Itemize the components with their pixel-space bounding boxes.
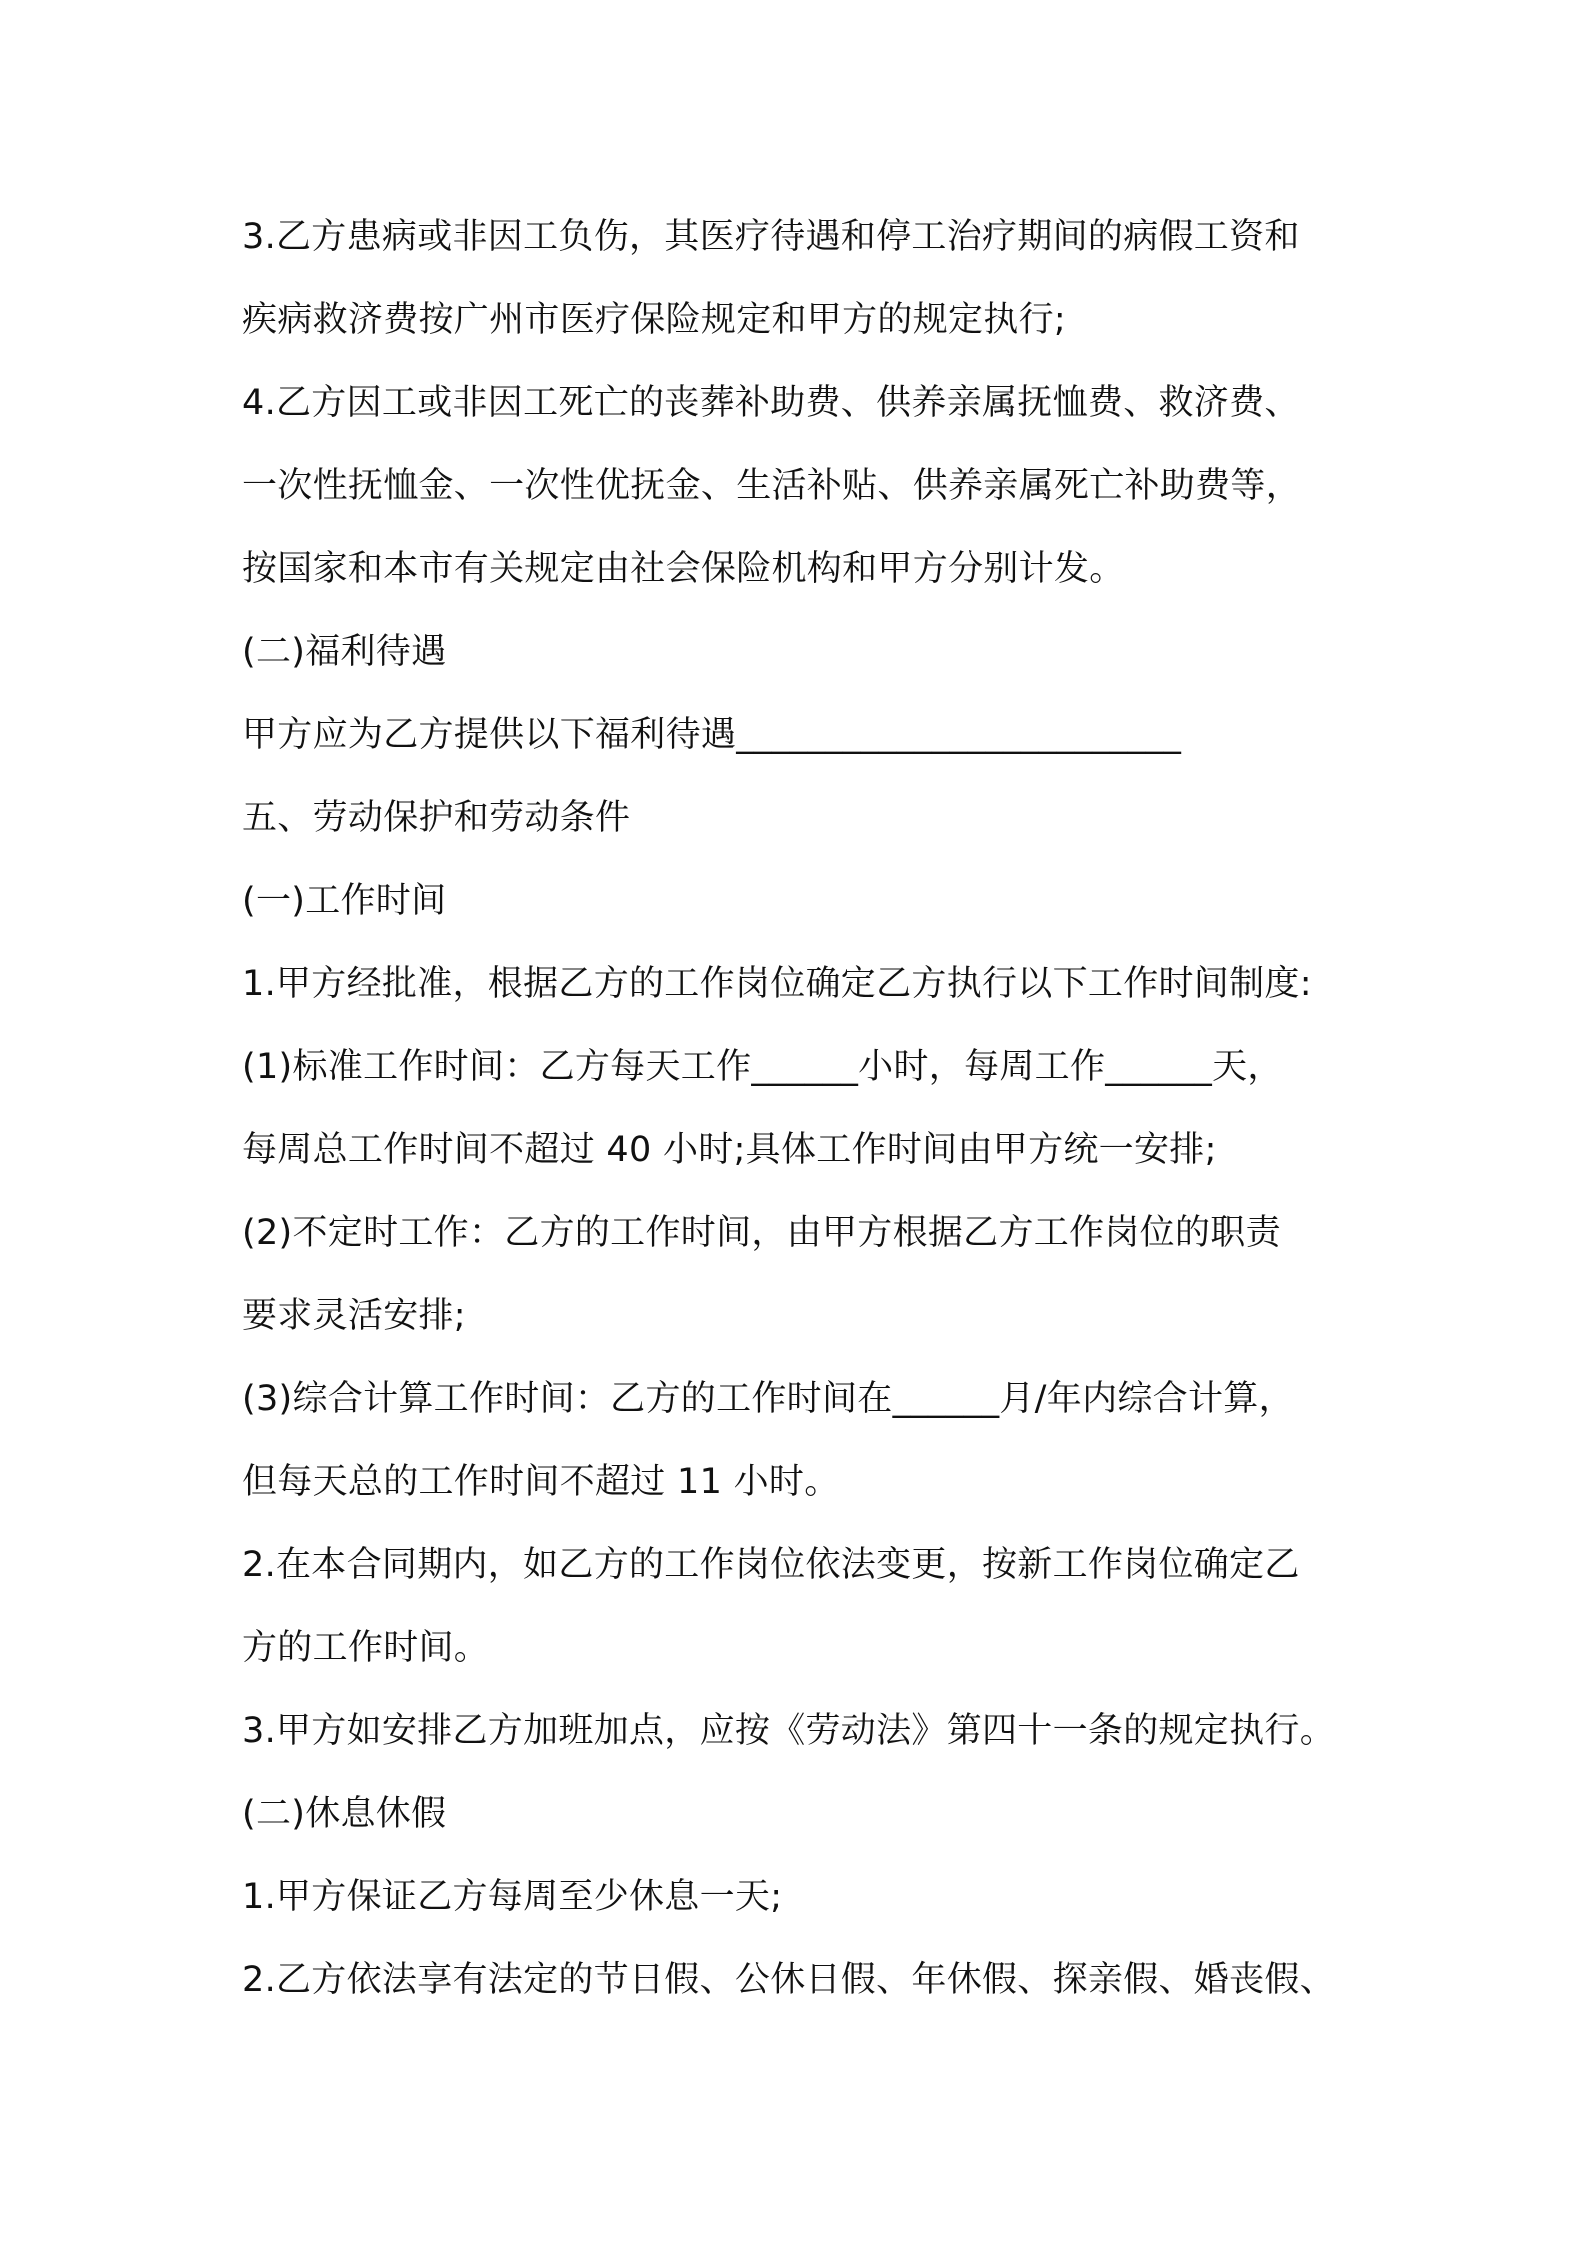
text-line: (3)综合计算工作时间：乙方的工作时间在______月/年内综合计算， — [242, 1379, 1294, 1419]
text-line: 1.甲方经批准，根据乙方的工作岗位确定乙方执行以下工作时间制度: — [242, 964, 1312, 1004]
text-line: 3.乙方患病或非因工负伤，其医疗待遇和停工治疗期间的病假工资和 — [242, 217, 1300, 257]
text-line: (2)不定时工作：乙方的工作时间，由甲方根据乙方工作岗位的职责 — [242, 1213, 1281, 1253]
text-line: (1)标准工作时间：乙方每天工作______小时，每周工作______天， — [242, 1047, 1283, 1087]
document-body — [242, 196, 1402, 2022]
text-line: 3.甲方如安排乙方加班加点，应按《劳动法》第四十一条的规定执行。 — [242, 1711, 1335, 1751]
text-line: 1.甲方保证乙方每周至少休息一天; — [242, 1877, 783, 1917]
text-line: 2.在本合同期内，如乙方的工作岗位依法变更，按新工作岗位确定乙 — [242, 1545, 1300, 1585]
section-heading: 五、劳动保护和劳动条件 — [242, 798, 631, 838]
text-line: 每周总工作时间不超过 40 小时;具体工作时间由甲方统一安排; — [242, 1130, 1217, 1170]
section-heading: (一)工作时间 — [242, 881, 447, 921]
text-line: 一次性抚恤金、一次性优抚金、生活补贴、供养亲属死亡补助费等， — [242, 466, 1302, 506]
section-heading: (二)福利待遇 — [242, 632, 447, 672]
text-line: 按国家和本市有关规定由社会保险机构和甲方分别计发。 — [242, 549, 1125, 589]
text-line: 甲方应为乙方提供以下福利待遇_________________________ — [242, 715, 1182, 755]
section-heading: (二)休息休假 — [242, 1794, 447, 1834]
text-line: 2.乙方依法享有法定的节日假、公休日假、年休假、探亲假、婚丧假、 — [242, 1960, 1335, 2000]
text-line: 但每天总的工作时间不超过 11 小时。 — [242, 1462, 840, 1502]
text-line: 方的工作时间。 — [242, 1628, 490, 1668]
text-line: 4.乙方因工或非因工死亡的丧葬补助费、供养亲属抚恤费、救济费、 — [242, 383, 1300, 423]
text-line: 疾病救济费按广州市医疗保险规定和甲方的规定执行; — [242, 300, 1066, 340]
text-line: 要求灵活安排; — [242, 1296, 466, 1336]
